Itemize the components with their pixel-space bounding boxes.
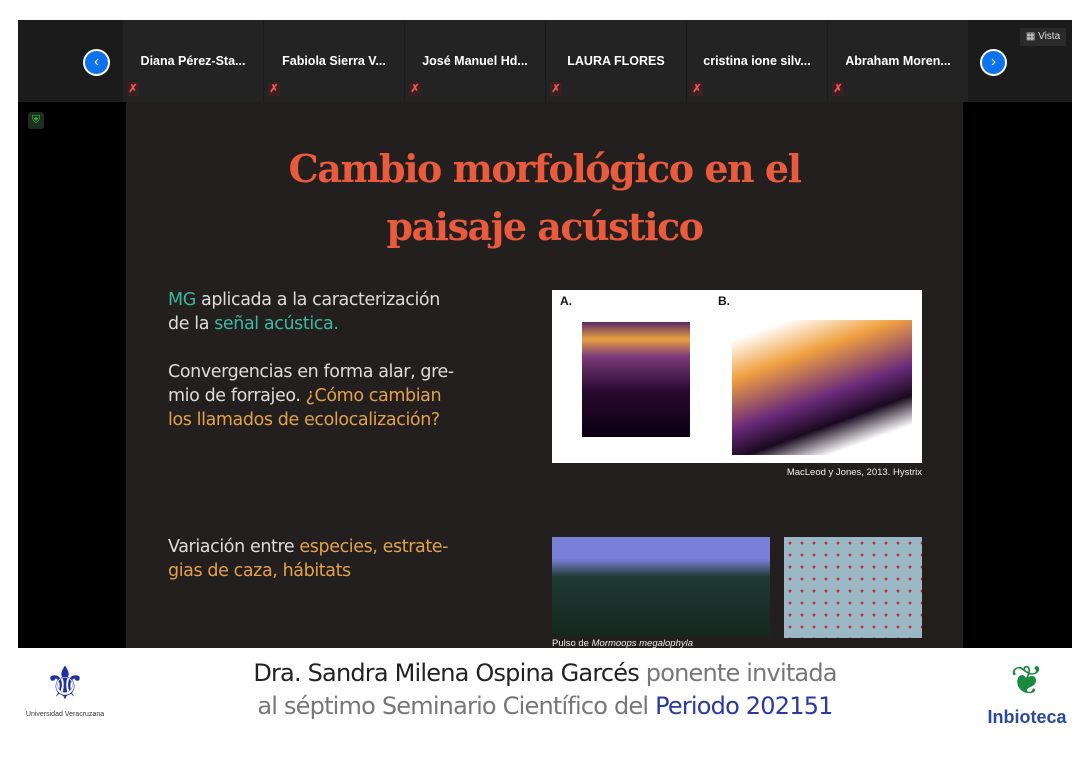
bullet-text: Variación entre especies, estrate- gias de caza, hábitats — [168, 537, 449, 581]
shared-slide — [126, 102, 963, 648]
fleur-de-lis-icon: ⚜ — [44, 657, 86, 709]
mic-muted-icon: ✗ — [128, 83, 138, 95]
mic-muted-icon: ✗ — [551, 83, 561, 95]
mic-muted-icon: ✗ — [692, 83, 702, 95]
3d-spectrum-image — [732, 320, 912, 455]
pulse-caption: Pulso de Mormoops megalophyla — [552, 638, 694, 648]
next-page-button[interactable] — [980, 49, 1007, 76]
chevron-right-icon: › — [991, 53, 996, 70]
spectrogram-image — [582, 322, 690, 437]
inbioteca-logo: ❦ Inbioteca — [982, 655, 1072, 728]
mic-muted-icon: ✗ — [410, 83, 420, 95]
mic-muted-icon: ✗ — [833, 83, 843, 95]
previous-page-button[interactable] — [83, 49, 110, 76]
participant-tile[interactable]: Abraham Moren... ✗ — [828, 20, 968, 102]
universidad-veracruzana-logo: ⚜ Universidad Veracruzana — [20, 655, 110, 718]
participant-tile[interactable]: LAURA FLORES ✗ — [546, 20, 686, 102]
view-button[interactable]: ▦ Vista — [1020, 28, 1066, 46]
landmark-grid-image — [784, 537, 922, 638]
footer-line-1: Dra. Sandra Milena Ospina Garcés ponente invitada — [253, 659, 837, 687]
bullet-text: Convergencias en forma alar, gre- mio de forrajeo. ¿Cómo cambian los llamados de ecolocalización? — [168, 362, 454, 430]
pulse-surface-image — [552, 537, 770, 636]
shield-icon: ⛨ — [28, 112, 44, 129]
mic-muted-icon: ✗ — [269, 83, 279, 95]
participant-tile[interactable]: Diana Pérez-Sta... ✗ — [123, 20, 263, 102]
banner-footer — [0, 655, 1090, 760]
participant-tile[interactable]: cristina ione silv... ✗ — [687, 20, 827, 102]
slide-title: Cambio morfológico en el paisaje acústico — [288, 146, 801, 249]
participant-tile[interactable]: José Manuel Hd... ✗ — [405, 20, 545, 102]
leaf-logo-icon: ❦ — [1010, 659, 1044, 703]
footer-line-2: al séptimo Seminario Científico del Periodo 202151 — [257, 692, 833, 720]
citation: MacLeod y Jones, 2013. Hystrix — [786, 467, 922, 478]
spectrogram-figure: A. B. — [552, 290, 922, 463]
meeting-window — [18, 20, 1072, 648]
participant-strip — [18, 20, 1072, 102]
bullet-text: MG aplicada a la caracterización de la señal acústica. — [168, 290, 440, 334]
grid-icon: ▦ — [1025, 31, 1039, 42]
chevron-left-icon: ‹ — [94, 53, 99, 70]
participant-tile[interactable]: Fabiola Sierra V... ✗ — [264, 20, 404, 102]
